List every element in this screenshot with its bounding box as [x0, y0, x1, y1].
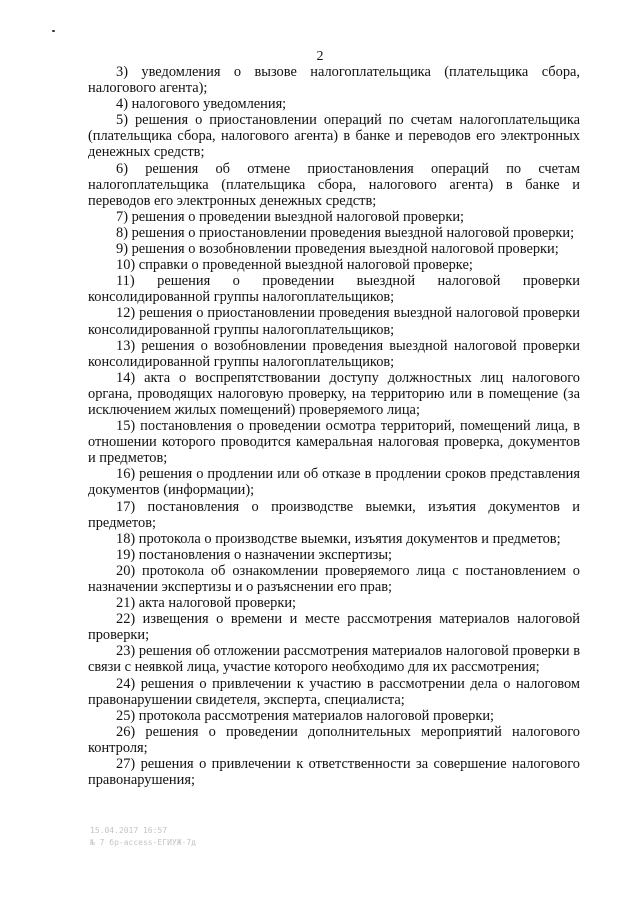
list-item: 8) решения о приостановлении проведения выездной налоговой проверки;: [116, 224, 575, 241]
list-item: 12) решения о приостановлении проведения выездной налоговой проверки консолидированной группы налогоплательщиков;: [88, 305, 580, 338]
list-item: 23) решения об отложении рассмотрения материалов налоговой проверки в связи с неявкой лица, участие которого необходимо для их рассмотрения;: [88, 643, 580, 676]
list-item: 7) решения о проведении выездной налоговой проверки;: [116, 208, 465, 225]
list-item: 6) решения об отмене приостановления операций по счетам налогоплательщика (плательщика сбора, налогового агента) в банке и переводов его электронных денежных средств;: [88, 160, 580, 209]
list-item: 26) решения о проведении дополнительных мероприятий налогового контроля;: [88, 723, 580, 756]
list-item: 16) решения о продлении или об отказе в продлении сроков представления документов (информации);: [88, 466, 580, 499]
list-item: 10) справки о проведенной выездной налоговой проверке;: [116, 257, 473, 274]
list-item: 21) акта налоговой проверки;: [116, 595, 297, 612]
list-item: 25) протокола рассмотрения материалов налоговой проверки;: [116, 707, 495, 724]
list-item: 9) решения о возобновлении проведения выездной налоговой проверки;: [116, 241, 559, 258]
list-item: 13) решения о возобновлении проведения выездной налоговой проверки консолидированной группы налогоплательщиков;: [88, 337, 580, 370]
footer-stamp-line: № 7 бр-access-ЕГИУЖ-7д: [90, 838, 196, 847]
list-item: 17) постановления о производстве выемки, изъятия документов и предметов;: [88, 498, 580, 531]
list-item: 22) извещения о времени и месте рассмотрения материалов налоговой проверки;: [88, 611, 580, 644]
list-item: 24) решения о привлечении к участию в рассмотрении дела о налоговом правонарушении свидетеля, эксперта, специалиста;: [88, 675, 580, 708]
list-item: 15) постановления о проведении осмотра территорий, помещений лица, в отношении которого проводится камеральная налоговая проверка, документов и предметов;: [88, 418, 580, 467]
list-item: 14) акта о воспрепятствовании доступу должностных лиц налогового органа, проводящих налоговую проверку, на территорию или в помещение (за исключением жилых помещений) проверяемого лица;: [88, 369, 580, 418]
list-item: 20) протокола об ознакомлении проверяемого лица с постановлением о назначении экспертизы и о разъяснении его прав;: [88, 562, 580, 595]
scan-speck: [52, 30, 55, 32]
list-item: 5) решения о приостановлении операций по счетам налогоплательщика (плательщика сбора, налогового агента) в банке и переводов его электронных денежных средств;: [88, 112, 580, 161]
list-item: 3) уведомления о вызове налогоплательщика (плательщика сбора, налогового агента);: [88, 64, 580, 97]
footer-stamp-line: 15.04.2017 16:57: [90, 826, 168, 835]
list-item: 18) протокола о производстве выемки, изъятия документов и предметов;: [116, 530, 561, 547]
page-number: 2: [316, 49, 324, 64]
list-item: 27) решения о привлечении к ответственности за совершение налогового правонарушения;: [88, 756, 580, 789]
list-item: 11) решения о проведении выездной налоговой проверки консолидированной группы налогоплательщиков;: [88, 273, 580, 306]
list-item: 19) постановления о назначении экспертизы;: [116, 546, 393, 563]
list-item: 4) налогового уведомления;: [116, 96, 287, 113]
document-body: [88, 64, 580, 788]
